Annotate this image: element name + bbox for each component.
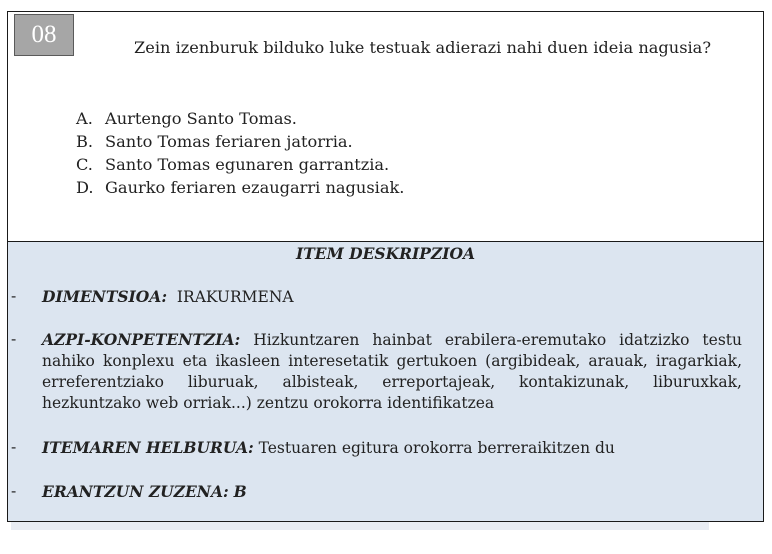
option-text: Aurtengo Santo Tomas. — [105, 109, 297, 128]
dimension-label: DIMENTSIOA: — [42, 287, 168, 306]
option-text: Santo Tomas feriaren jatorria. — [105, 132, 353, 151]
subcompetence-label: AZPI-KONPETENTZIA: — [42, 330, 241, 349]
goal-row — [8, 437, 763, 459]
option-text: Gaurko feriaren ezaugarri nagusiak. — [105, 178, 405, 197]
option-text: Santo Tomas egunaren garrantzia. — [105, 155, 390, 174]
bullet-dash: - — [11, 438, 17, 456]
answer-row — [8, 481, 763, 503]
item-frame — [7, 11, 764, 522]
bullet-dash: - — [11, 482, 17, 500]
dimension-row — [8, 286, 763, 308]
option-b — [76, 130, 404, 153]
item-number-badge: 08 — [14, 14, 74, 56]
answer-value: B — [233, 482, 247, 501]
option-d — [76, 176, 404, 199]
option-a — [76, 107, 404, 130]
subcompetence-row — [8, 329, 763, 414]
dimension-value: IRAKURMENA — [176, 288, 294, 306]
option-letter: C. — [76, 155, 93, 174]
question-text: Zein izenburuk bilduko luke testuak adierazi nahi duen ideia nagusia? — [134, 38, 712, 57]
description-title: ITEM DESKRIPZIOA — [296, 244, 475, 263]
item-description-box — [8, 242, 763, 521]
answer-label: ERANTZUN ZUZENA: — [42, 482, 229, 501]
bullet-dash: - — [11, 330, 17, 348]
question-box — [8, 12, 763, 242]
option-letter: A. — [76, 109, 93, 128]
subcompetence-value: Hizkuntzaren hainbat erabilera-eremutako idatzizko testu nahiko konplexu eta ikasleen interesetatik gertukoen (argibideak, arauak, iragarkiak, erreferentziako liburuak, albisteak, erreportajeak, kontakizunak, liburuxkak, hezkuntzako web orriak...) zentzu orokorra identifikatzea — [42, 331, 742, 412]
option-letter: B. — [76, 132, 94, 151]
goal-label: ITEMAREN HELBURUA: — [42, 438, 254, 457]
option-letter: D. — [76, 178, 94, 197]
option-c — [76, 153, 404, 176]
bottom-shadow-strip — [11, 522, 709, 530]
answer-options — [76, 107, 404, 199]
goal-value: Testuaren egitura orokorra berreraikitzen du — [258, 439, 615, 457]
bullet-dash: - — [11, 287, 17, 305]
